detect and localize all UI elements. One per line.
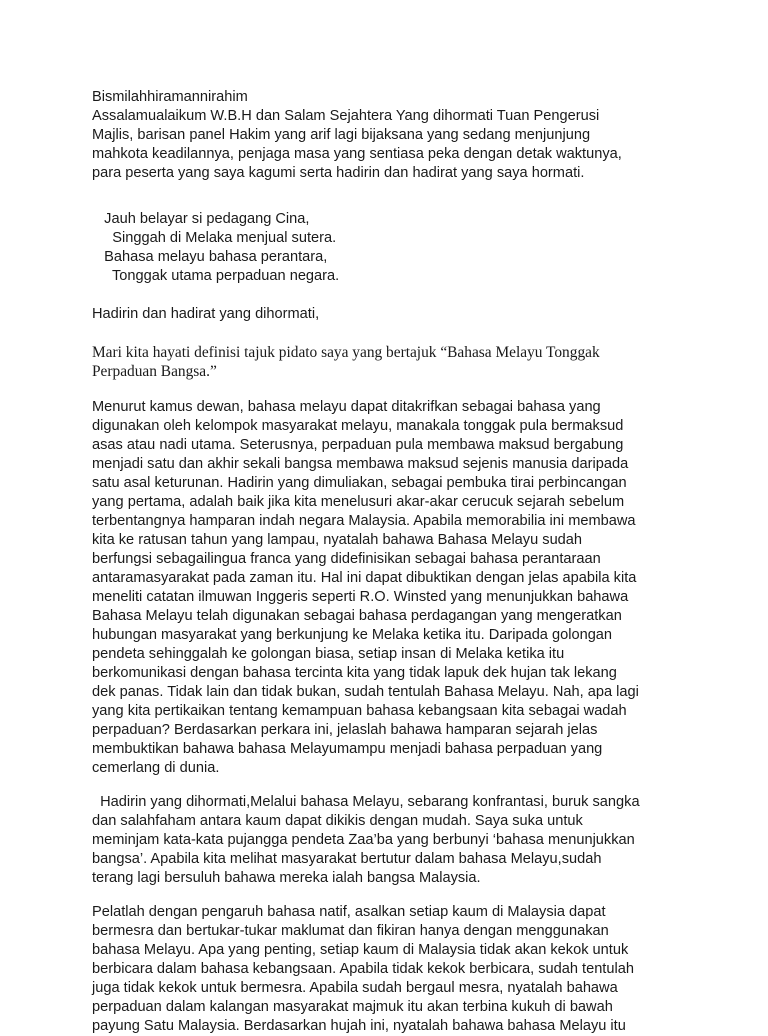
opening-line: Bismilahhiramannirahim: [92, 89, 248, 105]
paragraph-1-line: pendeta sehinggalah ke golongan biasa, setiap insan di Melaka ketika itu: [92, 646, 565, 662]
paragraph-1-line: membuktikan bahawa bahasa Melayumampu menjadi bahasa perpaduan yang: [92, 741, 603, 757]
salutation-line: mahkota keadilannya, penjaga masa yang sentiasa peka dengan detak waktunya,: [92, 146, 622, 162]
paragraph-3-line: Pelatlah dengan pengaruh bahasa natif, asalkan setiap kaum di Malaysia dapat: [92, 904, 606, 920]
poem-line: Bahasa melayu bahasa perantara,: [92, 249, 328, 265]
paragraph-1-line: digunakan oleh kelompok masyarakat melayu, manakala tonggak pula bermaksud: [92, 418, 624, 434]
paragraph-3-line: bahasa Melayu. Apa yang penting, setiap kaum di Malaysia tidak akan kekok untuk: [92, 942, 629, 958]
salutation-line: Assalamualaikum W.B.H dan Salam Sejahtera Yang dihormati Tuan Pengerusi: [92, 108, 600, 124]
poem-line: Jauh belayar si pedagang Cina,: [92, 211, 310, 227]
salutation-line: Majlis, barisan panel Hakim yang arif lagi bijaksana yang sedang menjunjung: [92, 127, 591, 143]
paragraph-1-line: hubungan masyarakat yang berkunjung ke Melaka ketika itu. Daripada golongan: [92, 627, 613, 643]
paragraph-1-line: Menurut kamus dewan, bahasa melayu dapat ditakrifkan sebagai bahasa yang: [92, 399, 601, 415]
paragraph-1: [92, 398, 692, 778]
speech-title-line: Perpaduan Bangsa.”: [92, 363, 217, 380]
paragraph-1-line: dek panas. Tidak lain dan tidak bukan, sudah tentulah Bahasa Melayu. Nah, apa lagi: [92, 684, 639, 700]
paragraph-1-line: asas atau nadi utama. Seterusnya, perpaduan pula membawa maksud bergabung: [92, 437, 624, 453]
poem-line: Tonggak utama perpaduan negara.: [92, 268, 340, 284]
paragraph-1-line: antaramasyarakat pada zaman itu. Hal ini dapat dibuktikan dengan jelas apabila kita: [92, 570, 637, 586]
paragraph-1-line: cemerlang di dunia.: [92, 760, 220, 776]
paragraph-1-line: berkomunikasi dengan bahasa tercinta kita yang tidak lapuk dek hujan tak lekang: [92, 665, 617, 681]
paragraph-3-line: berbicara dalam bahasa kebangsaan. Apabila tidak kekok berbicara, sudah tentulah: [92, 961, 634, 977]
document-body: [92, 88, 692, 1036]
paragraph-1-line: yang pertama, adalah baik jika kita menelusuri akar-akar cerucuk sejarah sebelum: [92, 494, 625, 510]
paragraph-3: [92, 903, 692, 1036]
paragraph-1-line: menjadi satu dan akhir sekali bangsa membawa maksud sejenis manusia daripada: [92, 456, 629, 472]
paragraph-3-line: juga tidak kekok untuk bermesra. Apabila sudah bergaul mesra, nyatalah bahawa: [92, 980, 618, 996]
paragraph-2-line: bangsa’. Apabila kita melihat masyarakat bertutur dalam bahasa Melayu,sudah: [92, 851, 602, 867]
speech-title-paragraph: [92, 343, 712, 381]
paragraph-3-line: payung Satu Malaysia. Berdasarkan hujah ini, nyatalah bahawa bahasa Melayu itu: [92, 1018, 626, 1034]
poem-stanza: [92, 210, 692, 286]
salutation-line: para peserta yang saya kagumi serta hadirin dan hadirat yang saya hormati.: [92, 165, 585, 181]
paragraph-1-line: meneliti catatan ilmuwan Inggeris seperti R.O. Winsted yang menunjukkan bahawa: [92, 589, 629, 605]
paragraph-3-line: bermesra dan bertukar-tukar maklumat dan fikiran hanya dengan menggunakan: [92, 923, 609, 939]
paragraph-2-line: terang lagi bersuluh bahawa mereka ialah bangsa Malaysia.: [92, 870, 481, 886]
poem-line: Singgah di Melaka menjual sutera.: [92, 230, 337, 246]
paragraph-2: [92, 793, 692, 888]
address-line: Hadirin dan hadirat yang dihormati,: [92, 306, 320, 322]
paragraph-1-line: kita ke ratusan tahun yang lampau, nyatalah bahawa Bahasa Melayu sudah: [92, 532, 583, 548]
paragraph-1-line: Bahasa Melayu telah digunakan sebagai bahasa perdagangan yang mengeratkan: [92, 608, 622, 624]
paragraph-1-line: yang kita pertikaikan tentang kemampuan bahasa kebangsaan kita sebagai wadah: [92, 703, 627, 719]
paragraph-3-line: perpaduan dalam kalangan masyarakat majmuk itu akan terbina kukuh di bawah: [92, 999, 613, 1015]
paragraph-1-line: berfungsi sebagailingua franca yang didefinisikan sebagai bahasa perantaraan: [92, 551, 601, 567]
paragraph-1-line: satu asal keturunan. Hadirin yang dimuliakan, sebagai pembuka tirai perbincangan: [92, 475, 627, 491]
paragraph-2-line: dan salahfaham antara kaum dapat dikikis dengan mudah. Saya suka untuk: [92, 813, 583, 829]
paragraph-2-line: Hadirin yang dihormati,Melalui bahasa Melayu, sebarang konfrantasi, buruk sangka: [92, 794, 640, 810]
paragraph-1-line: terbentangnya hamparan indah negara Malaysia. Apabila memorabilia ini membawa: [92, 513, 636, 529]
salutation-paragraph: [92, 107, 692, 183]
speech-title-line: Mari kita hayati definisi tajuk pidato saya yang bertajuk “Bahasa Melayu Tonggak: [92, 344, 600, 361]
paragraph-1-line: perpaduan? Berdasarkan perkara ini, jelaslah bahawa hamparan sejarah jelas: [92, 722, 598, 738]
paragraph-2-line: meminjam kata-kata pujangga pendeta Zaa’ba yang berbunyi ‘bahasa menunjukkan: [92, 832, 635, 848]
